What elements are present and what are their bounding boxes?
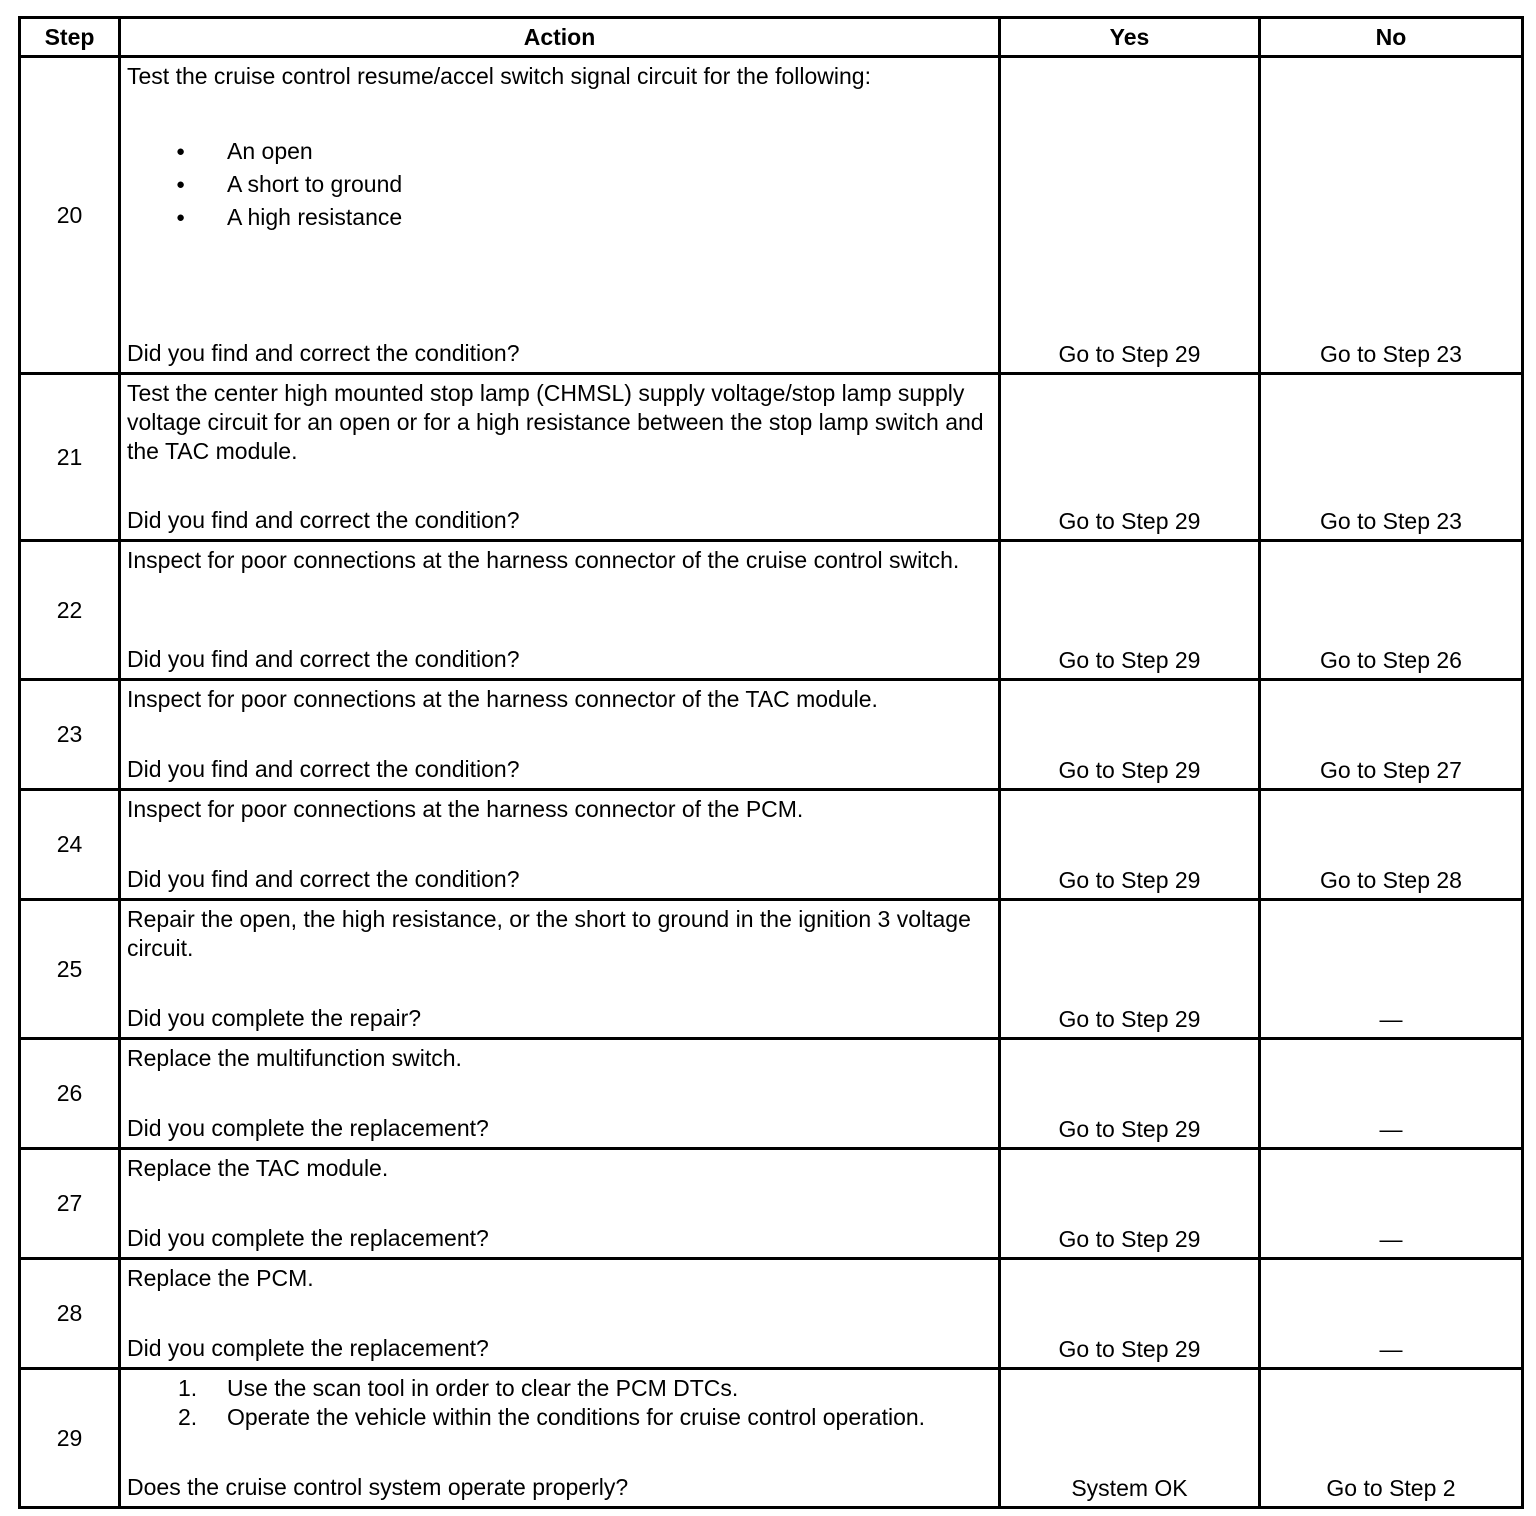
step-number: 20 — [20, 57, 120, 374]
no-result: Go to Step 27 — [1260, 680, 1523, 790]
step-number: 26 — [20, 1039, 120, 1149]
yes-result: Go to Step 29 — [1000, 1039, 1260, 1149]
action-question: Did you complete the replacement? — [127, 1335, 489, 1361]
action-cell — [120, 374, 1000, 541]
action-question: Did you complete the replacement? — [127, 1115, 489, 1141]
action-cell — [120, 680, 1000, 790]
no-result: Go to Step 23 — [1260, 374, 1523, 541]
table-row — [20, 1039, 1523, 1149]
header-step: Step — [20, 18, 120, 57]
action-cell — [120, 1039, 1000, 1149]
header-no: No — [1260, 18, 1523, 57]
list-item — [127, 1374, 992, 1403]
yes-result: Go to Step 29 — [1000, 541, 1260, 680]
step-number: 29 — [20, 1369, 120, 1508]
yes-result: Go to Step 29 — [1000, 900, 1260, 1039]
table-row — [20, 790, 1523, 900]
yes-result: System OK — [1000, 1369, 1260, 1508]
step-number: 21 — [20, 374, 120, 541]
action-question: Did you find and correct the condition? — [127, 866, 520, 892]
yes-result: Go to Step 29 — [1000, 1259, 1260, 1369]
action-text: Test the cruise control resume/accel switch signal circuit for the following: — [127, 63, 871, 89]
yes-result: Go to Step 29 — [1000, 1149, 1260, 1259]
step-number: 25 — [20, 900, 120, 1039]
table-row — [20, 680, 1523, 790]
list-item: ● An open — [127, 135, 992, 168]
action-text: Replace the multifunction switch. — [127, 1045, 462, 1071]
step-number: 22 — [20, 541, 120, 680]
list-number: 2. — [178, 1404, 198, 1430]
action-question: Did you complete the replacement? — [127, 1225, 489, 1251]
header-yes: Yes — [1000, 18, 1260, 57]
list-number: 1. — [178, 1375, 198, 1401]
step-number: 28 — [20, 1259, 120, 1369]
table-row — [20, 1259, 1523, 1369]
no-result: — — [1260, 1149, 1523, 1259]
action-text: Inspect for poor connections at the harness connector of the PCM. — [127, 796, 804, 822]
header-row — [20, 18, 1523, 57]
action-question: Does the cruise control system operate properly? — [127, 1474, 629, 1500]
step-number: 23 — [20, 680, 120, 790]
action-text: Replace the TAC module. — [127, 1155, 389, 1181]
table-row — [20, 374, 1523, 541]
no-result: — — [1260, 900, 1523, 1039]
yes-result: Go to Step 29 — [1000, 680, 1260, 790]
yes-result: Go to Step 29 — [1000, 374, 1260, 541]
diagnostic-table — [18, 16, 1524, 1509]
action-text: Inspect for poor connections at the harness connector of the TAC module. — [127, 686, 878, 712]
list-item: ● A high resistance — [127, 201, 992, 234]
action-cell — [120, 790, 1000, 900]
procedure-list — [127, 1374, 992, 1432]
table-row — [20, 541, 1523, 680]
table-row — [20, 57, 1523, 374]
action-question: Did you find and correct the condition? — [127, 340, 520, 366]
header-action: Action — [120, 18, 1000, 57]
yes-result: Go to Step 29 — [1000, 790, 1260, 900]
action-cell — [120, 900, 1000, 1039]
action-text: Repair the open, the high resistance, or the short to ground in the ignition 3 voltage circuit. — [127, 906, 971, 961]
action-cell — [120, 1259, 1000, 1369]
action-text: Inspect for poor connections at the harness connector of the cruise control switch. — [127, 547, 960, 573]
list-item: ● A short to ground — [127, 168, 992, 201]
no-result: Go to Step 26 — [1260, 541, 1523, 680]
condition-list — [127, 135, 992, 234]
yes-result: Go to Step 29 — [1000, 57, 1260, 374]
action-question: Did you complete the repair? — [127, 1005, 422, 1031]
action-text: Replace the PCM. — [127, 1265, 314, 1291]
no-result: — — [1260, 1039, 1523, 1149]
no-result: Go to Step 23 — [1260, 57, 1523, 374]
step-number: 27 — [20, 1149, 120, 1259]
action-question: Did you find and correct the condition? — [127, 507, 520, 533]
action-cell — [120, 1369, 1000, 1508]
action-question: Did you find and correct the condition? — [127, 756, 520, 782]
list-item — [127, 1403, 992, 1432]
no-result: — — [1260, 1259, 1523, 1369]
list-text: Use the scan tool in order to clear the PCM DTCs. — [227, 1375, 739, 1401]
no-result: Go to Step 28 — [1260, 790, 1523, 900]
step-number: 24 — [20, 790, 120, 900]
action-cell — [120, 1149, 1000, 1259]
action-text: Test the center high mounted stop lamp (CHMSL) supply voltage/stop lamp supply voltage circuit for an open or for a high resistance between the stop lamp switch and the TAC module. — [127, 380, 984, 464]
action-cell — [120, 57, 1000, 374]
action-question: Did you find and correct the condition? — [127, 646, 520, 672]
table-row — [20, 900, 1523, 1039]
table-row — [20, 1149, 1523, 1259]
list-text: Operate the vehicle within the conditions for cruise control operation. — [227, 1404, 926, 1430]
no-result: Go to Step 2 — [1260, 1369, 1523, 1508]
action-cell — [120, 541, 1000, 680]
table-row — [20, 1369, 1523, 1508]
